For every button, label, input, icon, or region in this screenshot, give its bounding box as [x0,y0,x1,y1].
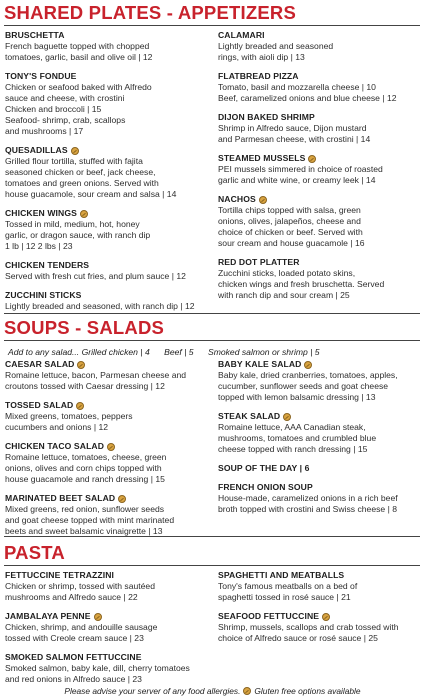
menu-item-title: FRENCH ONION SOUP [218,482,313,492]
menu-item [218,611,422,644]
menu-item-title: QUESADILLAS [5,145,68,155]
menu-item-name [218,411,422,422]
menu-item-title: SOUP OF THE DAY | 6 [218,463,310,473]
menu-item-name [5,71,209,82]
menu-item-title: CHICKEN TENDERS [5,260,90,270]
menu-item-name [5,30,209,41]
menu-item-description: Chicken or shrimp, tossed with sautéed mushrooms and Alfredo sauce | 22 [5,581,155,602]
menu-item-description: Served with fresh cut fries, and plum sauce | 12 [5,271,186,281]
menu-item-description: Tossed in mild, medium, hot, honey garlic, or dragon sauce, with ranch dip 1 lb | 12 2 lbs | 23 [5,219,151,251]
menu-item-description: Romaine lettuce, tomatoes, cheese, green onions, olives and corn chips topped with house guacamole and ranch dressing | 15 [5,452,167,484]
menu-item [5,208,209,252]
menu-item-name [5,570,209,581]
menu-item-title: CALAMARI [218,30,265,40]
menu-item-name [5,441,209,452]
menu-item-title: SPAGHETTI AND MEATBALLS [218,570,345,580]
menu-item-description: Romaine lettuce, bacon, Parmesan cheese and croutons tossed with Caesar dressing | 12 [5,370,187,391]
menu-item [5,400,209,433]
menu-item-name [5,493,209,504]
menu-item-name [218,482,422,493]
menu-item [5,30,209,63]
menu-item [218,411,422,455]
menu-item [218,30,422,63]
menu-item [5,359,209,392]
soups-title: SOUPS - SALADS [4,317,165,338]
menu-item-description: PEI mussels simmered in choice of roasted garlic and white wine, or creamy leek | 14 [218,164,383,185]
soups-divider [4,340,420,341]
menu-item [218,194,422,249]
menu-item-title: NACHOS [218,194,256,204]
menu-item-description: Romaine lettuce, AAA Canadian steak, mushrooms, tomatoes and crumbled blue cheese topped with ranch dressing | 15 [218,422,377,454]
menu-item-title: JAMBALAYA PENNE [5,611,91,621]
menu-item-title: FLATBREAD PIZZA [218,71,299,81]
menu-item-title: CHICKEN TACO SALAD [5,441,105,451]
pasta-right-column [218,570,422,652]
menu-item [218,257,422,301]
menu-item-description: Grilled flour tortilla, stuffed with fajita seasoned chicken or beef, jack cheese, tomatoes and green onions. Served with house guacamole, sour cream and salsa | 14 [5,156,177,199]
menu-item-description: Mixed greens, tomatoes, peppers cucumbers and onions | 12 [5,411,133,432]
gluten-free-icon [107,443,115,451]
menu-item-name [218,112,422,123]
menu-item-title: RED DOT PLATTER [218,257,300,267]
menu-item-name [5,145,209,156]
gluten-free-icon [304,361,312,369]
menu-item-name [5,290,209,301]
gluten-free-icon [94,613,102,621]
appetizers-right-column [218,30,422,309]
gluten-free-icon [118,495,126,503]
soups-right-column [218,359,422,523]
appetizers-title: SHARED PLATES - APPETIZERS [4,2,296,23]
gluten-free-icon [243,687,251,695]
menu-item-description: Mixed greens, red onion, sunflower seeds and goat cheese topped with mint marinated beets and sweet balsamic vinaigrette | 13 [5,504,175,536]
menu-item-title: CHICKEN WINGS [5,208,77,218]
menu-item-name [5,359,209,370]
menu-item-description: Shrimp in Alfredo sauce, Dijon mustard and Parmesan cheese, with crostini | 14 [218,123,371,144]
addon-beef: Beef | 5 [164,347,194,357]
menu-item [5,71,209,137]
appetizers-divider [4,25,420,26]
menu-item-name [218,570,422,581]
menu-item-name [5,400,209,411]
gluten-free-icon [77,361,85,369]
menu-item-name [218,257,422,268]
appetizers-left-column [5,30,209,320]
gluten-free-icon [80,210,88,218]
addon-chicken: Add to any salad... Grilled chicken | 4 [8,347,150,357]
pasta-title: PASTA [4,542,65,563]
menu-item [5,493,209,537]
menu-item-name [218,71,422,82]
menu-item-description: Zucchini sticks, loaded potato skins, chicken wings and fresh bruschetta. Served with ranch dip and sour cream | 25 [218,268,385,300]
soups-top-divider [4,313,420,314]
menu-item-title: MARINATED BEET SALAD [5,493,116,503]
menu-item-title: FETTUCCINE TETRAZZINI [5,570,115,580]
menu-item-name [218,463,422,474]
menu-item-title: SMOKED SALMON FETTUCCINE [5,652,142,662]
gluten-free-note: Gluten free options available [254,686,361,696]
pasta-divider [4,565,420,566]
menu-item [5,441,209,485]
menu-item-title: CAESAR SALAD [5,359,75,369]
menu-item-name [218,194,422,205]
menu-item-title: TOSSED SALAD [5,400,74,410]
pasta-left-column [5,570,209,693]
menu-item [5,260,209,282]
soups-left-column [5,359,209,545]
menu-item [218,570,422,603]
menu-item-description: French baguette topped with chopped tomatoes, garlic, basil and olive oil | 12 [5,41,153,62]
menu-item-title: DIJON BAKED SHRIMP [218,112,315,122]
menu-item-description: Tortilla chips topped with salsa, green onions, olives, jalapeños, cheese and choice of chicken or beef. Served with sour cream and house guacamole | 16 [218,205,365,248]
menu-item-name [218,153,422,164]
menu-item-description: Baby kale, dried cranberries, tomatoes, apples, cucumber, sunflower seeds and goat cheese topped with lemon balsamic dressing | 13 [218,370,398,402]
menu-item-name [5,611,209,622]
menu-item-name [218,611,422,622]
menu-item-description: Lightly breaded and seasoned, with ranch dip | 12 [5,301,195,311]
menu-item-description: Shrimp, mussels, scallops and crab tossed with choice of Alfredo sauce or rosé sauce | 25 [218,622,399,643]
menu-item [218,71,422,104]
salad-addons [8,347,332,357]
menu-item [218,359,422,403]
menu-item [218,112,422,145]
gluten-free-icon [322,613,330,621]
gluten-free-icon [283,413,291,421]
menu-item-description: House-made, caramelized onions in a rich beef broth topped with crostini and Swiss cheese | 8 [218,493,398,514]
menu-item-name [218,359,422,370]
menu-item-description: Tony's famous meatballs on a bed of spaghetti tossed in rosé sauce | 21 [218,581,358,602]
menu-item [218,482,422,515]
menu-item-description: Tomato, basil and mozzarella cheese | 10 Beef, caramelized onions and blue cheese | 12 [218,82,397,103]
menu-item-title: STEAMED MUSSELS [218,153,306,163]
menu-item [5,290,209,312]
menu-item-title: STEAK SALAD [218,411,281,421]
menu-item-description: Chicken or seafood baked with Alfredo sauce and cheese, with crostini Chicken and broccoli | 15 Seafood- shrimp, crab, scallops and mushrooms | 17 [5,82,152,136]
allergy-notice: Please advise your server of any food allergies. [64,686,241,696]
menu-item-description: Lightly breaded and seasoned rings, with aioli dip | 13 [218,41,334,62]
menu-item [5,570,209,603]
menu-item-name [218,30,422,41]
gluten-free-icon [76,402,84,410]
menu-item-title: BRUSCHETTA [5,30,65,40]
menu-item-name [5,652,209,663]
menu-item [5,145,209,200]
menu-item-description: Smoked salmon, baby kale, dill, cherry tomatoes and red onions in Alfredo sauce | 23 [5,663,190,684]
footer-note [0,686,425,696]
menu-item-title: TONY'S FONDUE [5,71,77,81]
menu-item-title: BABY KALE SALAD [218,359,302,369]
menu-item [218,463,422,474]
menu-item-description: Chicken, shrimp, and andouille sausage tossed with Creole cream sauce | 23 [5,622,158,643]
menu-item-title: SEAFOOD FETTUCCINE [218,611,320,621]
menu-item-name [5,260,209,271]
menu-item [5,652,209,685]
menu-item-name [5,208,209,219]
menu-item-title: ZUCCHINI STICKS [5,290,82,300]
menu-item [5,611,209,644]
gluten-free-icon [308,155,316,163]
gluten-free-icon [71,147,79,155]
pasta-top-divider [4,536,420,537]
menu-item [218,153,422,186]
addon-salmon-shrimp: Smoked salmon or shrimp | 5 [207,347,320,357]
gluten-free-icon [259,196,267,204]
